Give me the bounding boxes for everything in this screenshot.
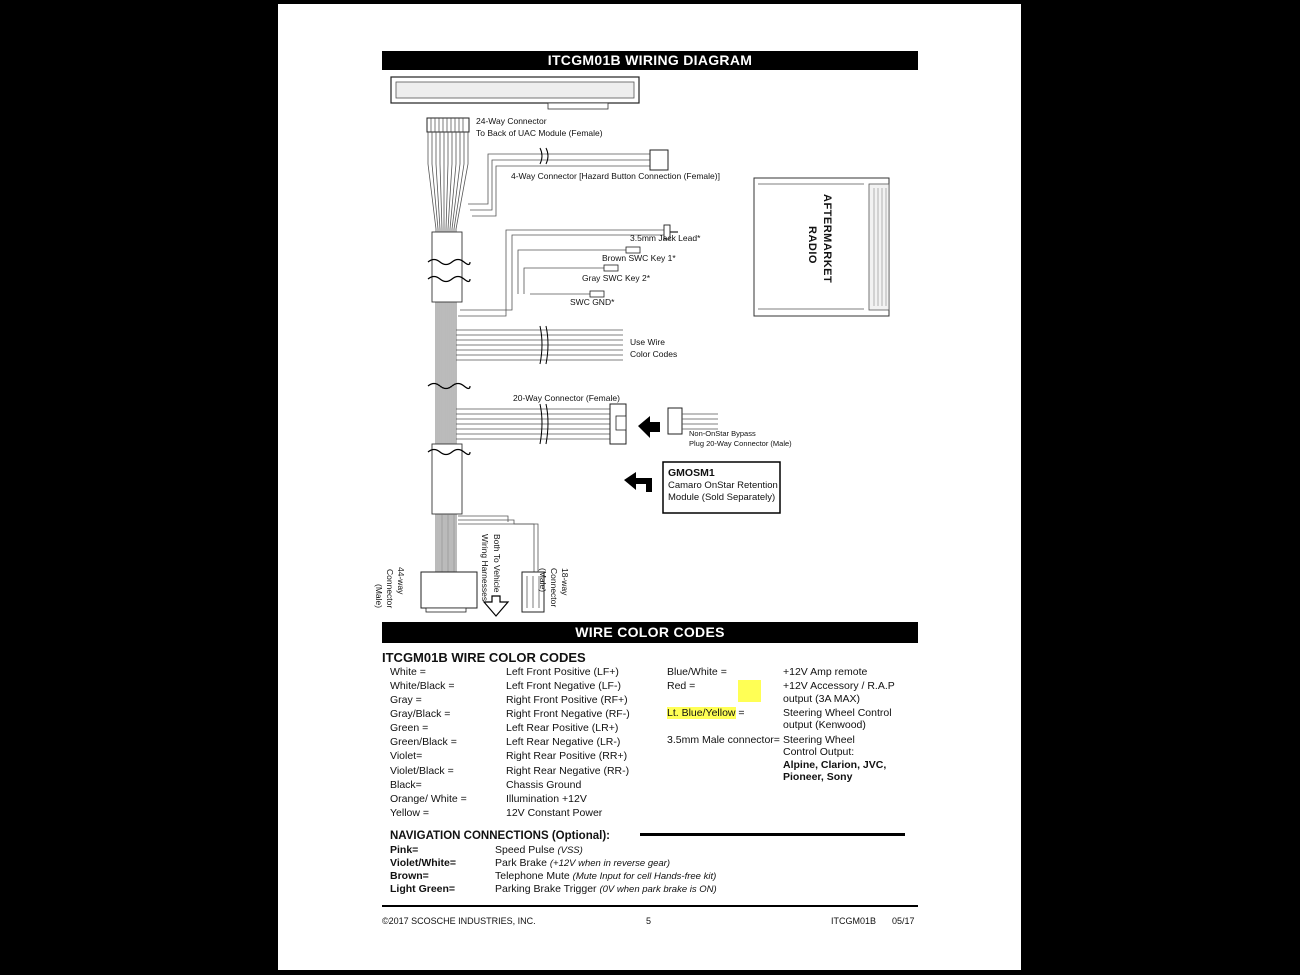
- nav-color-violet-white: Violet/White=: [390, 857, 457, 869]
- label-both-1: Both To Vehicle: [492, 534, 502, 593]
- code-color-jack: 3.5mm Male connector=: [667, 734, 780, 746]
- connector-4way: [650, 150, 668, 170]
- label-use-wire-2: Color Codes: [630, 349, 678, 359]
- label-swc-gnd: SWC GND*: [570, 297, 615, 307]
- code-fn-jack-4: Pioneer, Sony: [783, 771, 853, 783]
- code-fn-violet: Right Rear Positive (RR+): [506, 750, 628, 762]
- code-fn-gray: Right Front Positive (RF+): [506, 694, 628, 706]
- nav-fn-violet-white: Park Brake (+12V when in reverse gear): [495, 857, 670, 869]
- code-color-red: Red =: [667, 680, 696, 692]
- code-color-white-black: White/Black =: [390, 680, 455, 692]
- document-page: [278, 4, 1021, 970]
- nav-color-light-green: Light Green=: [390, 883, 456, 895]
- gmosm1-title: GMOSM1: [668, 467, 715, 479]
- code-fn-ltblue-2: output (Kenwood): [783, 719, 866, 731]
- code-color-violet: Violet=: [390, 750, 423, 762]
- code-fn-blue-white: +12V Amp remote: [783, 666, 868, 678]
- code-fn-violet-black: Right Rear Negative (RR-): [506, 765, 630, 777]
- highlighted-text: Lt. Blue/Yellow: [667, 707, 736, 719]
- code-color-black: Black=: [390, 779, 422, 791]
- label-24way-2: To Back of UAC Module (Female): [476, 128, 603, 138]
- code-color-green: Green =: [390, 722, 429, 734]
- code-fn-jack-3: Alpine, Clarion, JVC,: [783, 759, 887, 771]
- nav-fn-light-green: Parking Brake Trigger (0V when park brake is ON): [495, 883, 717, 895]
- code-fn-jack-2: Control Output:: [783, 746, 855, 758]
- radio-label-1: AFTERMARKET: [821, 194, 833, 284]
- label-44way-1: 44-way: [396, 567, 406, 595]
- wiring-diagram: [278, 4, 1021, 624]
- code-color-white: White =: [390, 666, 426, 678]
- code-color-violet-black: Violet/Black =: [390, 765, 454, 777]
- label-18way-1: 18-way: [560, 568, 570, 596]
- codes-subtitle: ITCGM01B WIRE COLOR CODES: [382, 650, 586, 665]
- label-brown-key: Brown SWC Key 1*: [602, 253, 676, 263]
- footer-date: 05/17: [892, 916, 915, 926]
- label-bypass-1: Non-OnStar Bypass: [689, 429, 756, 438]
- label-18way-2: Connector: [549, 568, 559, 608]
- label-4way: 4-Way Connector [Hazard Button Connection (Female)]: [511, 171, 720, 181]
- code-fn-yellow: 12V Constant Power: [506, 807, 603, 819]
- nav-rule: [640, 833, 905, 836]
- code-color-ltblue-yellow: [667, 707, 745, 719]
- label-20way: 20-Way Connector (Female): [513, 393, 620, 403]
- label-24way-1: 24-Way Connector: [476, 116, 547, 126]
- footer-rule: [382, 905, 918, 907]
- equals-sign: =: [738, 707, 745, 719]
- nav-color-pink: Pink=: [390, 844, 419, 856]
- nav-title: NAVIGATION CONNECTIONS (Optional):: [390, 830, 610, 842]
- footer-copyright: ©2017 SCOSCHE INDUSTRIES, INC.: [382, 916, 536, 926]
- nav-fn-pink: Speed Pulse (VSS): [495, 844, 583, 856]
- connector-44way: [421, 572, 477, 608]
- code-fn-orange-white: Illumination +12V: [506, 793, 587, 805]
- code-color-yellow: Yellow =: [390, 807, 430, 819]
- label-gray-key: Gray SWC Key 2*: [582, 273, 651, 283]
- code-fn-jack-1: Steering Wheel: [783, 734, 855, 746]
- code-fn-white-black: Left Front Negative (LF-): [506, 680, 621, 692]
- gmosm1-line-2: Module (Sold Separately): [668, 492, 776, 503]
- label-44way-3: (Male): [374, 584, 384, 609]
- radio-label-2: RADIO: [806, 226, 818, 264]
- code-fn-red-2: output (3A MAX): [783, 693, 861, 705]
- footer-model: ITCGM01B: [831, 916, 877, 926]
- code-color-orange-white: Orange/ White =: [390, 793, 467, 805]
- highlight-mark: [738, 680, 761, 702]
- diagram-title: ITCGM01B WIRING DIAGRAM: [382, 51, 918, 70]
- code-color-gray-black: Gray/Black =: [390, 708, 451, 720]
- label-jack: 3.5mm Jack Lead*: [630, 233, 701, 243]
- label-use-wire-1: Use Wire: [630, 337, 665, 347]
- code-fn-white: Left Front Positive (LF+): [506, 666, 619, 678]
- code-color-blue-white: Blue/White =: [667, 666, 727, 678]
- label-bypass-2: Plug 20-Way Connector (Male): [689, 439, 792, 448]
- footer-page-number: 5: [646, 916, 652, 926]
- nav-color-brown: Brown=: [390, 870, 429, 882]
- color-codes-title: WIRE COLOR CODES: [382, 622, 918, 643]
- label-both-2: Wiring Harnesses: [480, 534, 490, 602]
- nav-fn-brown: Telephone Mute (Mute Input for cell Hands-free kit): [495, 870, 717, 882]
- code-fn-black: Chassis Ground: [506, 779, 582, 791]
- gmosm1-line-1: Camaro OnStar Retention: [668, 480, 778, 491]
- code-fn-gray-black: Right Front Negative (RF-): [506, 708, 630, 720]
- code-fn-green: Left Rear Positive (LR+): [506, 722, 619, 734]
- code-fn-red-1: +12V Accessory / R.A.P: [783, 680, 895, 692]
- code-color-green-black: Green/Black =: [390, 736, 457, 748]
- code-fn-green-black: Left Rear Negative (LR-): [506, 736, 621, 748]
- code-fn-ltblue-1: Steering Wheel Control: [783, 707, 892, 719]
- code-color-gray: Gray =: [390, 694, 422, 706]
- label-44way-2: Connector: [385, 569, 395, 609]
- label-18way-3: (Male): [538, 568, 548, 593]
- bypass-plug: [668, 408, 682, 434]
